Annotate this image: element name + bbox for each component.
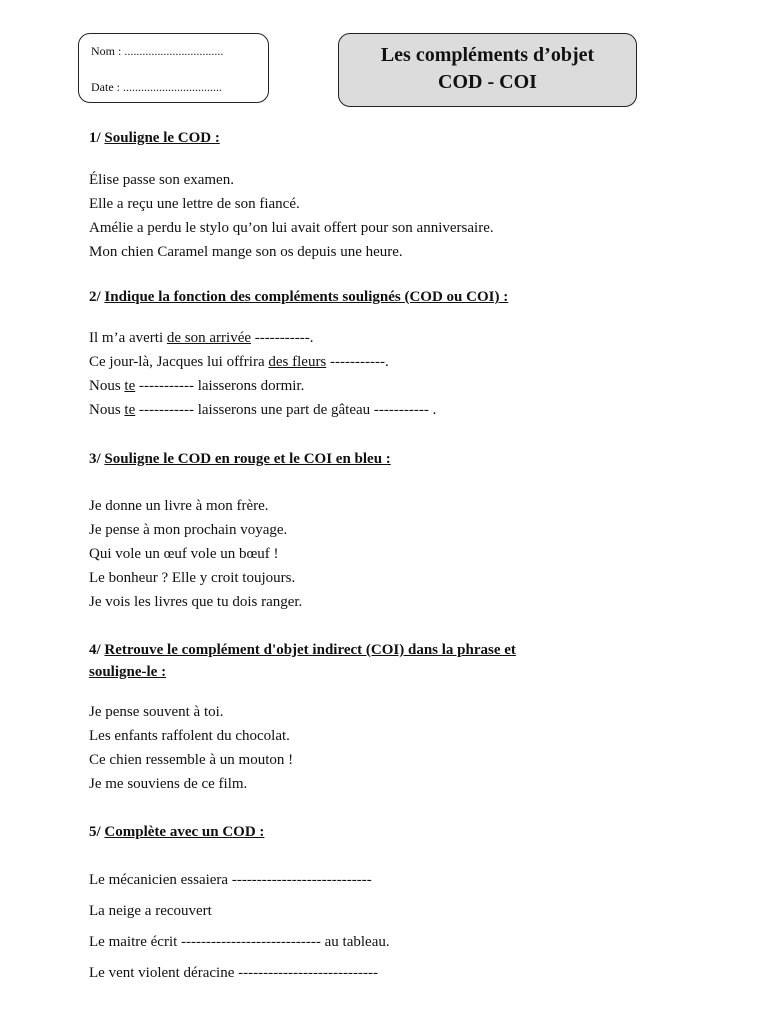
exercise-1-sentence: Elle a reçu une lettre de son fiancé. (89, 196, 300, 212)
exercise-instruction-continued: souligne-le : (89, 664, 167, 680)
exercise-instruction: Souligne le COD : (104, 130, 220, 146)
exercise-4-heading-continued (89, 664, 166, 681)
exercise-instruction: Souligne le COD en rouge et le COI en bleu : (104, 451, 391, 467)
exercise-4-sentence: Ce chien ressemble à un mouton ! (89, 752, 294, 768)
exercise-number: 3/ (89, 451, 105, 467)
exercise-3-sentence: Qui vole un œuf vole un bœuf ! (89, 546, 279, 562)
exercise-number: 4/ (89, 642, 105, 658)
exercise-5-heading (89, 824, 264, 841)
worksheet-title-box (338, 33, 637, 107)
exercise-instruction: Retrouve le complément d'objet indirect (COI) dans la phrase et (104, 642, 516, 658)
sentence-start: Il m’a averti (89, 330, 167, 346)
exercise-number: 1/ (89, 130, 105, 146)
sentence-start: Ce jour-là, Jacques lui offrira (89, 354, 269, 370)
exercise-2-sentence (89, 378, 304, 395)
exercise-5-sentence[interactable]: La neige a recouvert (89, 903, 212, 919)
exercise-4-sentence: Les enfants raffolent du chocolat. (89, 728, 290, 744)
sentence-start: Nous (89, 378, 125, 394)
exercise-1-sentence: Mon chien Caramel mange son os depuis une heure. (89, 244, 403, 260)
exercise-1-sentence: Élise passe son examen. (89, 172, 234, 188)
exercise-4-heading (89, 642, 516, 659)
exercise-3-heading (89, 451, 391, 468)
answer-blank[interactable]: -----------. (251, 330, 314, 346)
exercise-3-sentence: Je donne un livre à mon frère. (89, 498, 269, 514)
exercise-5-sentence[interactable]: Le maitre écrit ---------------------------- au tableau. (89, 934, 390, 950)
underlined-complement: de son arrivée (166, 330, 252, 346)
exercise-4-sentence: Je pense souvent à toi. (89, 704, 224, 720)
exercise-5-sentence[interactable]: Le vent violent déracine ---------------------------- (89, 965, 378, 981)
worksheet-subtitle: COD - COI (438, 71, 537, 93)
exercise-1-heading (89, 130, 220, 147)
exercise-3-sentence: Le bonheur ? Elle y croit toujours. (89, 570, 296, 586)
exercise-2-sentence (89, 354, 389, 371)
exercise-number: 5/ (89, 824, 105, 840)
exercise-2-sentence (89, 330, 313, 347)
exercise-5-sentence[interactable]: Le mécanicien essaiera ---------------------------- (89, 872, 372, 888)
underlined-complement: te (124, 378, 136, 394)
exercise-4-sentence: Je me souviens de ce film. (89, 776, 248, 792)
answer-blank[interactable]: -----------. (326, 354, 389, 370)
exercise-1-sentence: Amélie a perdu le stylo qu’on lui avait offert pour son anniversaire. (89, 220, 494, 236)
exercise-2-sentence (89, 402, 436, 419)
exercise-2-heading (89, 289, 508, 306)
date-field[interactable]: Date : ................................. (91, 80, 222, 94)
exercise-number: 2/ (89, 289, 105, 305)
sentence-start: Nous (89, 402, 125, 418)
name-field[interactable]: Nom : ................................. (91, 44, 224, 58)
exercise-3-sentence: Je pense à mon prochain voyage. (89, 522, 288, 538)
name-date-box (78, 33, 269, 103)
underlined-complement: des fleurs (268, 354, 327, 370)
worksheet-title: Les compléments d’objet (380, 44, 595, 66)
exercise-instruction: Complète avec un COD : (104, 824, 265, 840)
answer-blank[interactable]: ----------- laisserons dormir. (135, 378, 305, 394)
underlined-complement: te (124, 402, 136, 418)
exercise-instruction: Indique la fonction des compléments soulignés (COD ou COI) : (104, 289, 509, 305)
exercise-3-sentence: Je vois les livres que tu dois ranger. (89, 594, 303, 610)
answer-blank[interactable]: ----------- laisserons une part de gâteau ----------- . (135, 402, 437, 418)
